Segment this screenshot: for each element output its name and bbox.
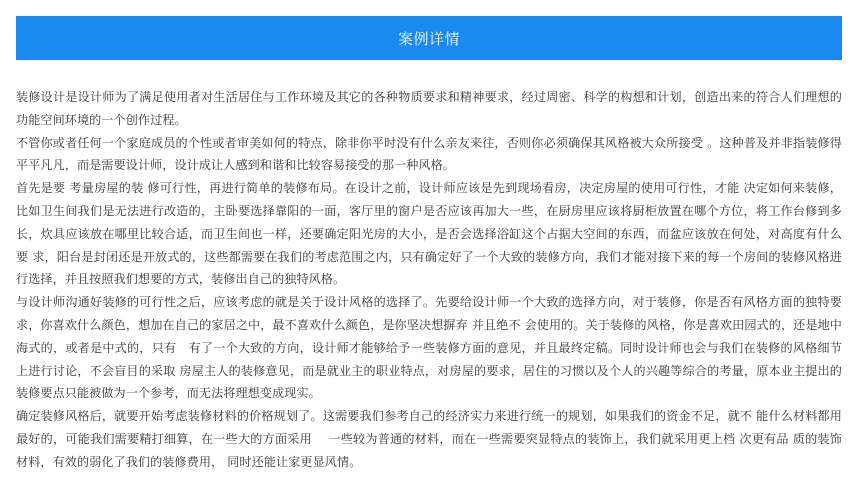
- article-paragraph: 首先是要 考量房屋的装 修可行性，再进行简单的装修布局。在设计之前，设计师应该是先到现场看房，决定房屋的使用可行性，才能 决定如何来装修，比如卫生间我们是无法进行改造的，主卧要选择靠阳的一面，客厅里的窗户是否应该再加大一些，在厨房里应该将厨柜放置在哪个方位，将工作台修到多长，炊具应该放在哪里比较合适，而卫生间也一样，还要确定阳光房的大小，是否会选择浴缸这个占据大空间的东西，而盆应该放在何处，对高度有什么要 求，阳台是封闭还是开放式的，这些都需要在我们的考虑范围之内，只有确定好了一个大致的装修方向，我们才能对接下来的每一个房间的装修风格进行选择，并且按照我们想要的方式，装修出自己的独特风格。: [16, 181, 842, 287]
- article-paragraph: 不管你或者任何一个家庭成员的个性或者审美如何的特点，除非你平时没有什么亲友来往，否则你必须确保其风格被大众所接受 。这种普及并非指装修得平平凡凡，而是需要设计师，设计成让人感到和谐和比较容易接受的那一种风格。: [16, 135, 842, 173]
- article-paragraph: 确定装修风格后，就要开始考虑装修材料的价格规划了。这需要我们参考自己的经济实力来进行统一的规划，如果我们的资金不足，就不 能什么材料都用最好的，可能我们需要精打细算，在一些大的方面采用 一些较为普通的材料，而在一些需要突显特点的装饰上，我们就采用更上档 次更有品 质的装饰材料，有效的弱化了我们的装修费用， 同时还能让家更显风情。: [16, 409, 842, 469]
- article-body: [16, 86, 842, 474]
- article-paragraph: 与设计师沟通好装修的可行性之后，应该考虑的就是关于设计风格的选择了。先要给设计师一个大致的选择方向，对于装修，你是否有风格方面的独特要求，你喜欢什么颜色，想加在自己的家居之中，最不喜欢什么颜色，是你坚决想摒弃 并且绝不 会使用的。关于装修的风格，你是喜欢田园式的，还是地中海式的，或者是中式的，只有 有了一个大致的方向，设计师才能够给予一些装修方面的意见，并且最终定稿。同时设计师也会与我们在装修的风格细节上进行讨论，不会盲目的采取 房屋主人的装修意见，而是就业主的职业特点，对房屋的要求，居住的习惯以及个人的兴趣等综合的考量，原本业主提出的装修要点只能被做为一个参考，而无法将理想变成现实。: [16, 295, 842, 401]
- page-header: [16, 16, 842, 60]
- page-title: 案例详情: [397, 29, 460, 48]
- article-paragraph: 装修设计是设计师为了满足使用者对生活居住与工作环境及其它的各种物质要求和精神要求，经过周密、科学的构想和计划，创造出来的符合人们理想的功能空间环境的一个创作过程。: [16, 90, 842, 127]
